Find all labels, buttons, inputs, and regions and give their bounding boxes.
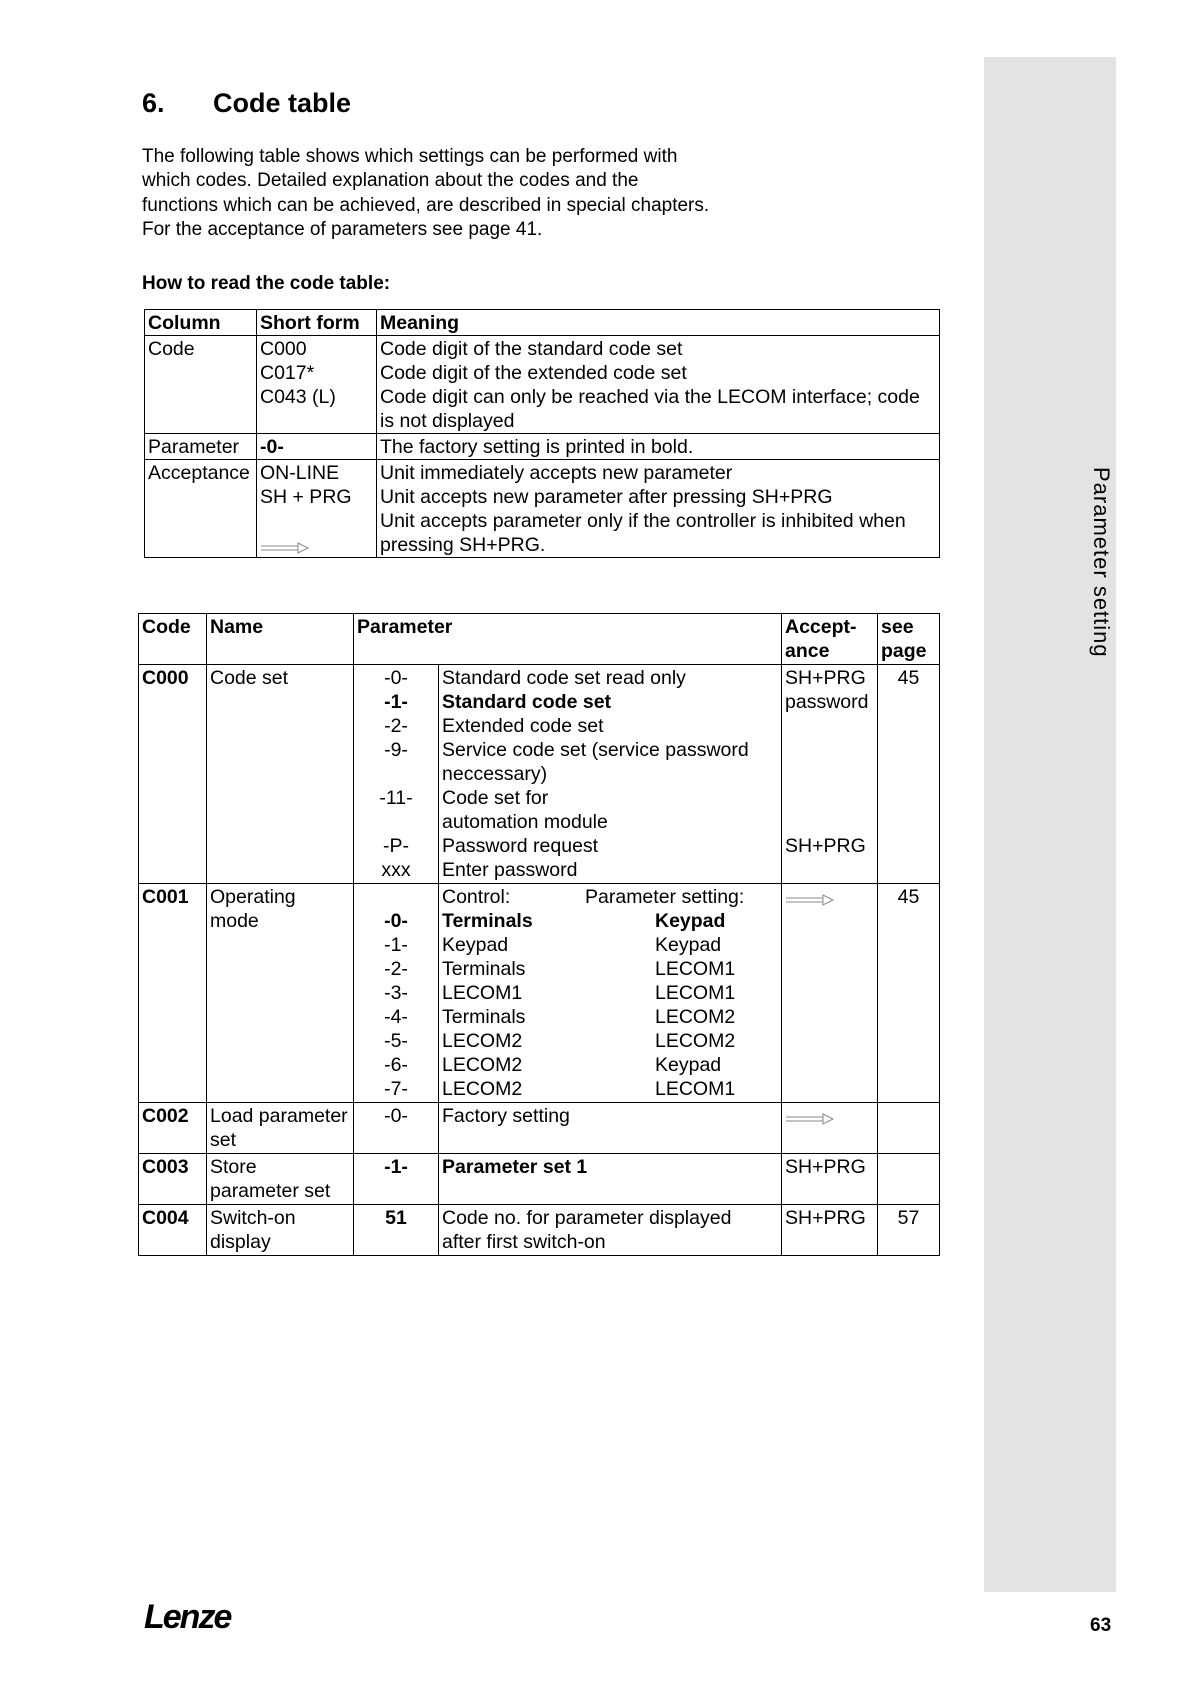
description-cell [439,1205,782,1256]
value-line: -3- [384,982,408,1004]
page-cell: 45 [878,884,940,1103]
page-cell [878,1103,940,1154]
acceptance-cell: SH+PRG [782,1154,878,1205]
value-line [357,762,435,786]
legend-row-code [145,336,940,434]
legend-meaning-line: pressing SH+PRG. [380,534,546,556]
intro-paragraph [142,145,902,242]
control-header: Control: [442,886,511,908]
description-line: Extended code set [442,715,604,737]
legend-heading: How to read the code table: [142,273,391,294]
header-acceptance-line: Accept- [785,616,857,638]
header-acceptance-line: ance [785,640,830,662]
legend-row-parameter [145,434,940,460]
legend-short-line [260,509,373,533]
control-value: Keypad [442,934,509,956]
name-line: Store [210,1156,257,1178]
control-value: LECOM1 [442,982,523,1004]
header-code: Code [139,614,207,665]
arrow-icon [260,542,310,554]
control-value: Terminals [442,910,533,932]
page-cell: 45 [878,665,940,884]
legend-short-line: C000 [260,338,307,360]
description-cell: Parameter set 1 [439,1154,782,1205]
value-line: -2- [384,715,408,737]
acceptance-line: password [785,691,869,713]
param-value: LECOM2 [655,1006,736,1028]
description-cell [439,884,782,1103]
header-parameter: Parameter [354,614,782,665]
name-line: Load parameter [210,1105,348,1127]
name-line: set [210,1129,237,1151]
legend-short-line: SH + PRG [260,486,352,508]
value-line: -1- [384,934,408,956]
legend-short-line [260,533,373,557]
table-row [139,1154,940,1205]
legend-header-cell: Short form [257,310,377,336]
legend-short-cell: -0- [257,434,377,460]
legend-header-row [145,310,940,336]
legend-meaning-line: Unit accepts parameter only if the controller is inhibited when [380,510,906,532]
control-value: Terminals [442,1006,526,1028]
param-value: Keypad [655,934,722,956]
param-value: LECOM2 [655,1030,736,1052]
table-row [139,665,940,884]
header-see-line: page [881,640,927,662]
control-value: LECOM2 [442,1054,523,1076]
code-cell: C000 [139,665,207,884]
name-line: parameter set [210,1180,331,1202]
name-cell [207,1205,354,1256]
code-cell: C003 [139,1154,207,1205]
acceptance-cell: SH+PRG [782,1205,878,1256]
code-table [138,613,940,1256]
legend-column-cell: Acceptance [145,460,257,558]
control-value: LECOM2 [442,1078,523,1100]
value-line: -P- [383,835,409,857]
legend-short-cell [257,460,377,558]
intro-line: For the acceptance of parameters see page 41. [142,218,543,240]
value-line: xxx [381,859,411,881]
value-cell: -1- [354,1154,439,1205]
value-cell: 51 [354,1205,439,1256]
page-number: 63 [1090,1615,1112,1636]
param-value: LECOM1 [655,982,736,1004]
acceptance-cell [782,665,878,884]
legend-header-cell: Column [145,310,257,336]
legend-short-line: ON-LINE [260,462,340,484]
table-row [139,1205,940,1256]
logo-text: Lenze [144,1600,231,1634]
control-value: LECOM2 [442,1030,523,1052]
page-heading [142,88,351,119]
legend-header-cell: Meaning [377,310,940,336]
description-cell: Factory setting [439,1103,782,1154]
legend-column-cell: Code [145,336,257,434]
param-value: Keypad [655,910,726,932]
param-value: Keypad [655,1054,722,1076]
heading-title: Code table [213,88,352,118]
name-cell: Code set [207,665,354,884]
legend-meaning-line: Unit accepts new parameter after pressing SH+PRG [380,486,833,508]
legend-short-line: C043 (L) [260,386,336,408]
description-line: Password request [442,835,599,857]
description-line: neccessary) [442,763,548,785]
description-line: Code set for [442,787,549,809]
description-line: after first switch-on [442,1231,606,1253]
param-value: LECOM1 [655,958,736,980]
legend-meaning-line: Code digit of the extended code set [380,362,687,384]
value-line: -11- [379,787,413,809]
param-header: Parameter setting: [585,886,745,908]
arrow-icon [785,894,835,906]
legend-meaning-line: is not displayed [380,410,515,432]
value-line: -1- [384,691,408,713]
param-value: LECOM1 [655,1078,736,1100]
intro-line: which codes. Detailed explanation about the codes and the [142,170,639,192]
name-line: display [210,1231,271,1253]
legend-meaning-cell [377,460,940,558]
lenze-logo [144,1600,254,1634]
value-line: -4- [384,1006,408,1028]
value-line: -2- [384,958,408,980]
value-line: -7- [384,1078,408,1100]
value-line [357,810,435,834]
legend-meaning-line: Unit immediately accepts new parameter [380,462,733,484]
acceptance-cell [782,1103,878,1154]
mode-header-line [442,885,778,909]
name-line: mode [210,910,259,932]
side-section-label: Parameter setting [1089,467,1114,658]
value-line: -5- [384,1030,408,1052]
name-cell [207,1103,354,1154]
intro-line: functions which can be achieved, are described in special chapters. [142,194,710,216]
value-line: -9- [384,739,408,761]
arrow-icon [785,1113,835,1125]
control-value: Terminals [442,958,526,980]
legend-table [144,309,940,558]
header-see-line: see [881,616,914,638]
table-row [139,1103,940,1154]
sidebar-band [984,57,1116,1592]
acceptance-line: SH+PRG [785,835,866,857]
description-line: Service code set (service password [442,739,749,761]
page-cell: 57 [878,1205,940,1256]
code-cell: C004 [139,1205,207,1256]
table-row [139,884,940,1103]
code-table-header [139,614,940,665]
name-cell [207,1154,354,1205]
value-cell [354,665,439,884]
legend-meaning-line: Code digit of the standard code set [380,338,683,360]
value-line: -0- [384,910,408,932]
legend-row-acceptance [145,460,940,558]
value-cell [354,884,439,1103]
description-line: Enter password [442,859,578,881]
heading-number: 6. [142,88,165,118]
legend-meaning-line: Code digit can only be reached via the LECOM interface; code [380,386,920,408]
name-line: Operating [210,886,296,908]
value-line: -6- [384,1054,408,1076]
description-cell [439,665,782,884]
legend-short-line: C017* [260,362,315,384]
description-line: Code no. for parameter displayed [442,1207,732,1229]
legend-column-cell: Parameter [145,434,257,460]
header-acceptance [782,614,878,665]
description-line: automation module [442,811,608,833]
header-name: Name [207,614,354,665]
legend-meaning-cell: The factory setting is printed in bold. [377,434,940,460]
acceptance-line: SH+PRG [785,667,866,689]
header-see-page [878,614,940,665]
description-line: Standard code set read only [442,667,686,689]
code-cell: C001 [139,884,207,1103]
legend-meaning-cell [377,336,940,434]
legend-short-cell [257,336,377,434]
acceptance-cell [782,884,878,1103]
name-cell [207,884,354,1103]
intro-line: The following table shows which settings can be performed with [142,146,678,167]
name-line: Switch-on [210,1207,296,1229]
value-cell: -0- [354,1103,439,1154]
page-cell [878,1154,940,1205]
value-line: -0- [384,667,408,689]
description-line: Standard code set [442,691,612,713]
code-cell: C002 [139,1103,207,1154]
